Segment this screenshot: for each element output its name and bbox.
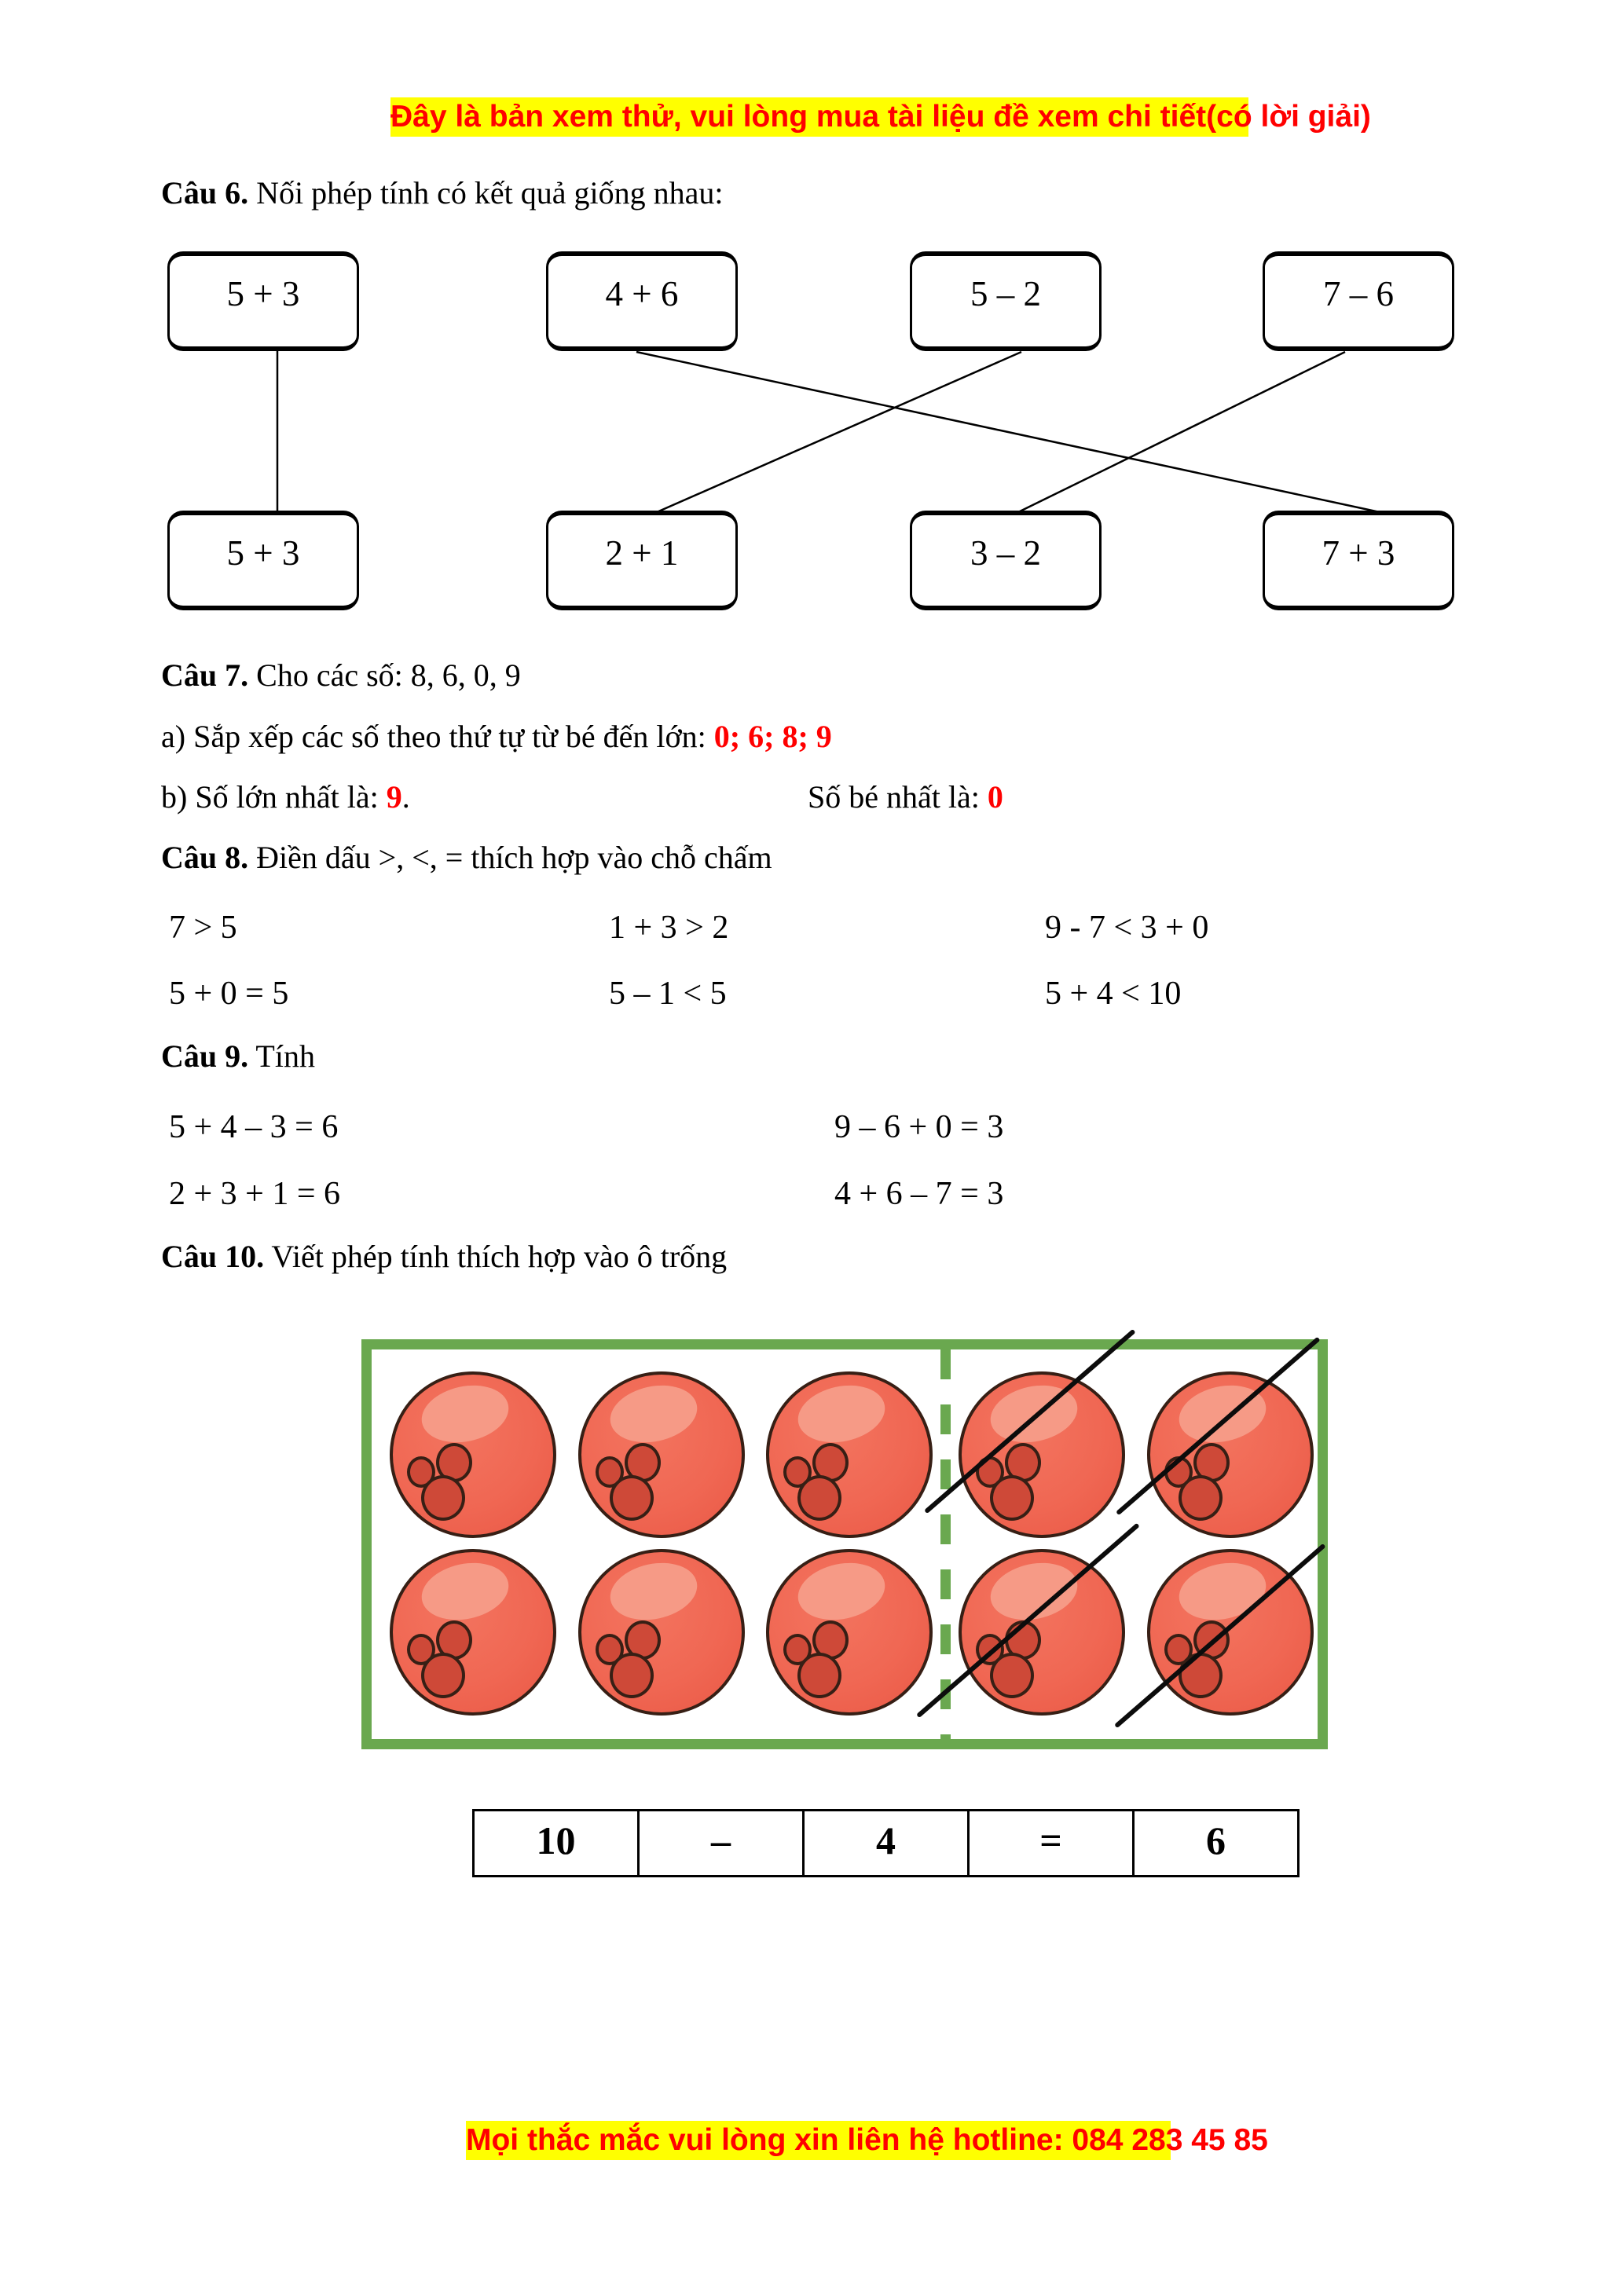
finger-hole — [797, 1475, 841, 1521]
finger-hole — [1179, 1653, 1223, 1698]
cau7-b-period: . — [401, 779, 410, 815]
finger-hole — [421, 1475, 465, 1521]
cau6-label: Câu 6. — [161, 175, 249, 211]
finger-hole — [610, 1475, 654, 1521]
dashed-divider — [940, 1349, 951, 1739]
match-box-bottom-2: 2 + 1 — [546, 511, 738, 610]
equation-cell-result: 6 — [1206, 1818, 1226, 1862]
ball-highlight — [793, 1378, 890, 1450]
cau10-heading — [161, 1238, 727, 1276]
bowling-ball-crossed — [959, 1371, 1125, 1538]
cau8-title: Điền dấu >, <, = thích hợp vào chỗ chấm — [248, 840, 772, 875]
bowling-ball — [390, 1371, 556, 1538]
cau7-b2-group — [808, 778, 1003, 816]
equation-table — [472, 1809, 1300, 1877]
cau9-expression-4: 4 + 6 – 7 = 3 — [834, 1176, 1004, 1212]
cau7-heading — [161, 657, 521, 694]
connector-line-7m6-3m2 — [1018, 352, 1345, 512]
cau10-label: Câu 10. — [161, 1239, 265, 1274]
bowling-ball-crossed — [959, 1549, 1125, 1716]
match-box-top-4: 7 – 6 — [1263, 251, 1454, 351]
match-box-top-3: 5 – 2 — [910, 251, 1102, 351]
cau7-a-text: a) Sắp xếp các số theo thứ tự từ bé đến lớn: — [161, 719, 714, 754]
ball-highlight — [605, 1378, 702, 1450]
ball-highlight — [416, 1555, 514, 1628]
cau9-expression-1: 5 + 4 – 3 = 6 — [169, 1109, 339, 1145]
ball-highlight — [416, 1378, 514, 1450]
cau8-expression-4: 5 + 0 = 5 — [169, 976, 289, 1012]
finger-hole — [990, 1475, 1034, 1521]
match-box-bottom-1: 5 + 3 — [167, 511, 359, 610]
cau9-heading — [161, 1038, 315, 1075]
ball-highlight — [793, 1555, 890, 1628]
cau7-b2-answer: 0 — [987, 779, 1003, 815]
cau7-b-text: b) Số lớn nhất là: — [161, 779, 387, 815]
finger-hole — [610, 1653, 654, 1698]
cau7-b-answer: 9 — [386, 779, 402, 815]
cau7-label: Câu 7. — [161, 657, 249, 693]
bowling-ball — [578, 1549, 745, 1716]
bowling-ball-crossed — [1147, 1371, 1314, 1538]
cau8-expression-5: 5 – 1 < 5 — [609, 976, 727, 1012]
cau9-label: Câu 9. — [161, 1038, 249, 1074]
match-box-bottom-4: 7 + 3 — [1263, 511, 1454, 610]
cau6-heading — [161, 174, 723, 212]
cau7-b2-text: Số bé nhất là: — [808, 779, 988, 815]
match-box-top-1: 5 + 3 — [167, 251, 359, 351]
finger-hole — [797, 1653, 841, 1698]
match-box-bottom-3: 3 – 2 — [910, 511, 1102, 610]
bowling-ball — [578, 1371, 745, 1538]
finger-hole — [421, 1653, 465, 1698]
equation-cell-operator: – — [640, 1811, 805, 1875]
bowling-ball — [766, 1371, 933, 1538]
cau6-title: Nối phép tính có kết quả giống nhau: — [248, 175, 724, 211]
connector-line-4p6-7p3 — [636, 352, 1380, 512]
cau9-title: Tính — [248, 1038, 315, 1074]
hotline-banner: Mọi thắc mắc vui lòng xin liên hệ hotline: 084 283 45 85 — [466, 2121, 1171, 2160]
finger-hole — [990, 1653, 1034, 1698]
cau8-expression-6: 5 + 4 < 10 — [1045, 976, 1182, 1012]
cau10-title: Viết phép tính thích hợp vào ô trống — [264, 1239, 728, 1274]
equation-cell-equals: = — [970, 1811, 1135, 1875]
ball-highlight — [1174, 1555, 1271, 1628]
cau8-expression-2: 1 + 3 > 2 — [609, 910, 729, 946]
cau7-part-a — [161, 718, 832, 756]
cau9-expression-3: 2 + 3 + 1 = 6 — [169, 1176, 341, 1212]
cau8-expression-3: 9 - 7 < 3 + 0 — [1045, 910, 1209, 946]
cau7-part-b — [161, 778, 1340, 816]
connector-line-5m2-2p1 — [657, 352, 1021, 512]
bowling-ball — [390, 1549, 556, 1716]
cau9-expression-2: 9 – 6 + 0 = 3 — [834, 1109, 1004, 1145]
match-box-top-2: 4 + 6 — [546, 251, 738, 351]
cau7-a-answer: 0; 6; 8; 9 — [713, 719, 832, 754]
equation-cell-minuend: 10 — [475, 1811, 640, 1875]
cau8-expression-1: 7 > 5 — [169, 910, 237, 946]
ball-highlight — [605, 1555, 702, 1628]
equation-cell-subtrahend: 4 — [805, 1811, 970, 1875]
bowling-ball — [766, 1549, 933, 1716]
finger-hole — [1179, 1475, 1223, 1521]
preview-warning-banner: Đây là bản xem thử, vui lòng mua tài liệu đề xem chi tiết(có lời giải) — [390, 97, 1248, 137]
cau8-heading — [161, 839, 772, 877]
cau8-label: Câu 8. — [161, 840, 249, 875]
cau7-title: Cho các số: 8, 6, 0, 9 — [248, 657, 521, 693]
